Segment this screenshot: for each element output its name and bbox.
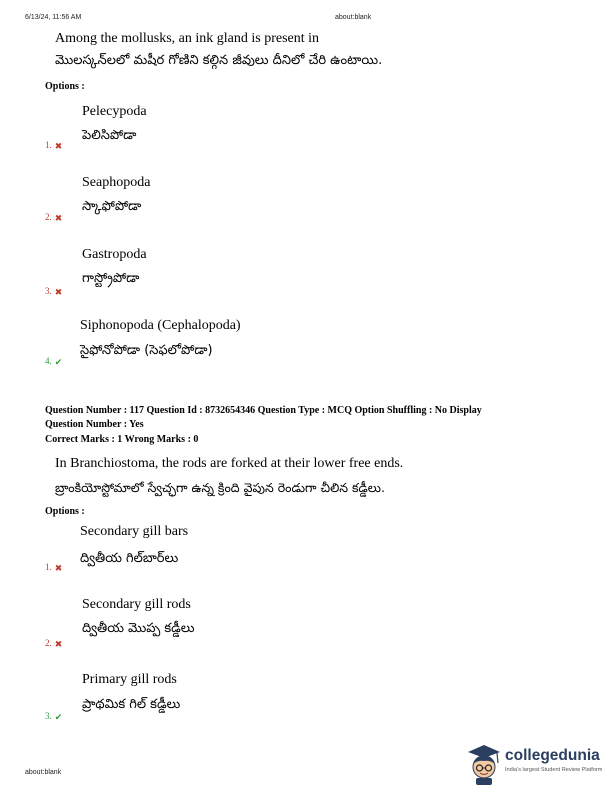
q1-option-1-te: పెలిసిపోడా [82,128,137,143]
cross-icon: ✖ [54,213,63,223]
student-mascot-icon [464,742,504,786]
q1-option-4-en: Siphonopoda (Cephalopoda) [80,318,241,333]
check-icon: ✔ [54,357,63,367]
q1-option-2-number: 2. [45,212,52,222]
q1-option-4-te: సైఫోనోపోడా (సెఫలోపోడా) [80,343,213,358]
question-2-meta-line-3: Correct Marks : 1 Wrong Marks : 0 [45,434,199,445]
cross-icon: ✖ [54,639,63,649]
q1-option-1-marker [45,140,62,152]
question-2-meta-line-1: Question Number : 117 Question Id : 8732654346 Question Type : MCQ Option Shuffling : No Display [45,405,482,416]
logo-wordmark: collegedunia [505,747,600,764]
q2-option-3-te: ప్రాథమిక గిల్ కడ్డీలు [82,697,181,712]
q1-option-3-te: గాస్ట్రోపోడా [82,271,140,286]
q2-option-2-marker [45,638,62,650]
q1-option-4-number: 4. [45,356,52,366]
collegedunia-logo [464,742,612,786]
cross-icon: ✖ [54,141,63,151]
q1-option-3-number: 3. [45,286,52,296]
question-2-options-label: Options : [45,506,85,517]
q1-option-3-en: Gastropoda [82,247,147,262]
q2-option-2-te: ద్వితీయ మొప్ప కడ్డీలు [82,621,195,636]
cross-icon: ✖ [54,287,63,297]
question-2-text-en: In Branchiostoma, the rods are forked at their lower free ends. [55,456,404,471]
q2-option-1-te: ద్వితీయ గిల్‌బార్‌లు [80,551,179,566]
question-1-text-en: Among the mollusks, an ink gland is present in [55,31,320,46]
q1-option-4-marker [45,356,62,368]
q2-option-1-number: 1. [45,562,52,572]
q1-option-3-marker [45,286,62,298]
question-1-options-label: Options : [45,81,85,92]
q2-option-1-marker [45,562,62,574]
q1-option-2-en: Seaphopoda [82,175,151,190]
question-2-meta-line-2: Question Number : Yes [45,419,144,430]
print-datetime: 6/13/24, 11:56 AM [25,14,82,21]
q1-option-1-en: Pelecypoda [82,104,147,119]
print-footer-url: about:blank [25,769,62,776]
q2-option-2-number: 2. [45,638,52,648]
q2-option-1-en: Secondary gill bars [80,524,189,539]
question-2-text-te: బ్రాంకియోస్టోమాలో స్వేచ్ఛగా ఉన్న క్రింది వైపున రెండుగా చీలిన కడ్డీలు. [55,480,385,495]
q1-option-2-te: స్కాఫోపోడా [82,199,142,214]
q2-option-3-number: 3. [45,711,52,721]
check-icon: ✔ [54,712,63,722]
q2-option-2-en: Secondary gill rods [82,597,191,612]
q2-option-3-en: Primary gill rods [82,672,177,687]
logo-tagline: India's largest Student Review Platform [505,767,603,773]
cross-icon: ✖ [54,563,63,573]
print-title: about:blank [335,14,372,21]
q2-option-3-marker [45,711,62,723]
q1-option-1-number: 1. [45,140,52,150]
q1-option-2-marker [45,212,62,224]
question-1-text-te: మొలస్కన్‌లలో మషీర గోణిని కల్గిన జీవులు దీనిలో చేరి ఉంటాయి. [55,53,383,68]
